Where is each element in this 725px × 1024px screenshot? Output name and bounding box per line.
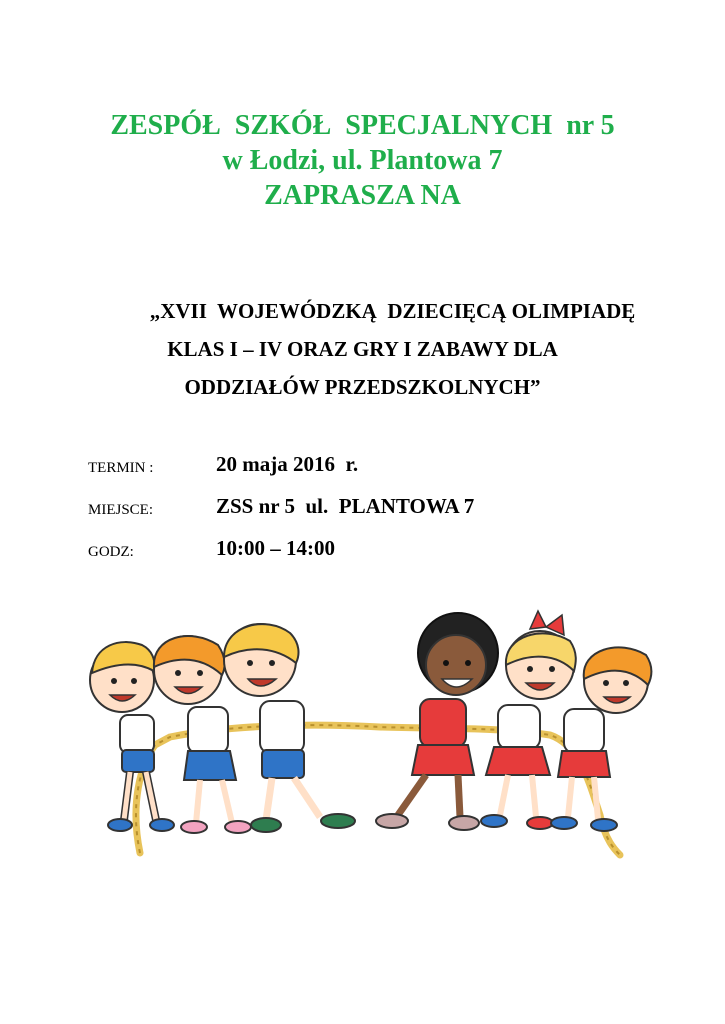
place-value: ZSS nr 5 ul. PLANTOWA 7: [216, 494, 475, 518]
child-4: [376, 613, 498, 830]
invites-text: ZAPRASZA NA: [264, 180, 461, 211]
time-value: 10:00 – 14:00: [216, 536, 335, 560]
event-title: [0, 292, 725, 406]
invitation-header: [0, 108, 725, 213]
date-label: TERMIN :: [88, 460, 154, 476]
time-label: GODZ:: [88, 544, 134, 560]
place-label: MIEJSCE:: [88, 502, 154, 518]
event-title-line-2: KLAS I – IV ORAZ GRY I ZABAWY DLA: [167, 337, 558, 361]
tug-of-war-illustration: [80, 605, 660, 870]
school-address: w Łodzi, ul. Plantowa 7: [222, 145, 503, 176]
event-title-line-1: „XVII WOJEWÓDZKĄ DZIECIĘCĄ OLIMPIADĘ: [149, 299, 636, 323]
date-value: 20 maja 2016 r.: [216, 452, 359, 476]
event-title-line-3: ODDZIAŁÓW PRZEDSZKOLNYCH”: [184, 375, 541, 399]
school-name: ZESPÓŁ SZKÓŁ SPECJALNYCH nr 5: [110, 110, 615, 141]
